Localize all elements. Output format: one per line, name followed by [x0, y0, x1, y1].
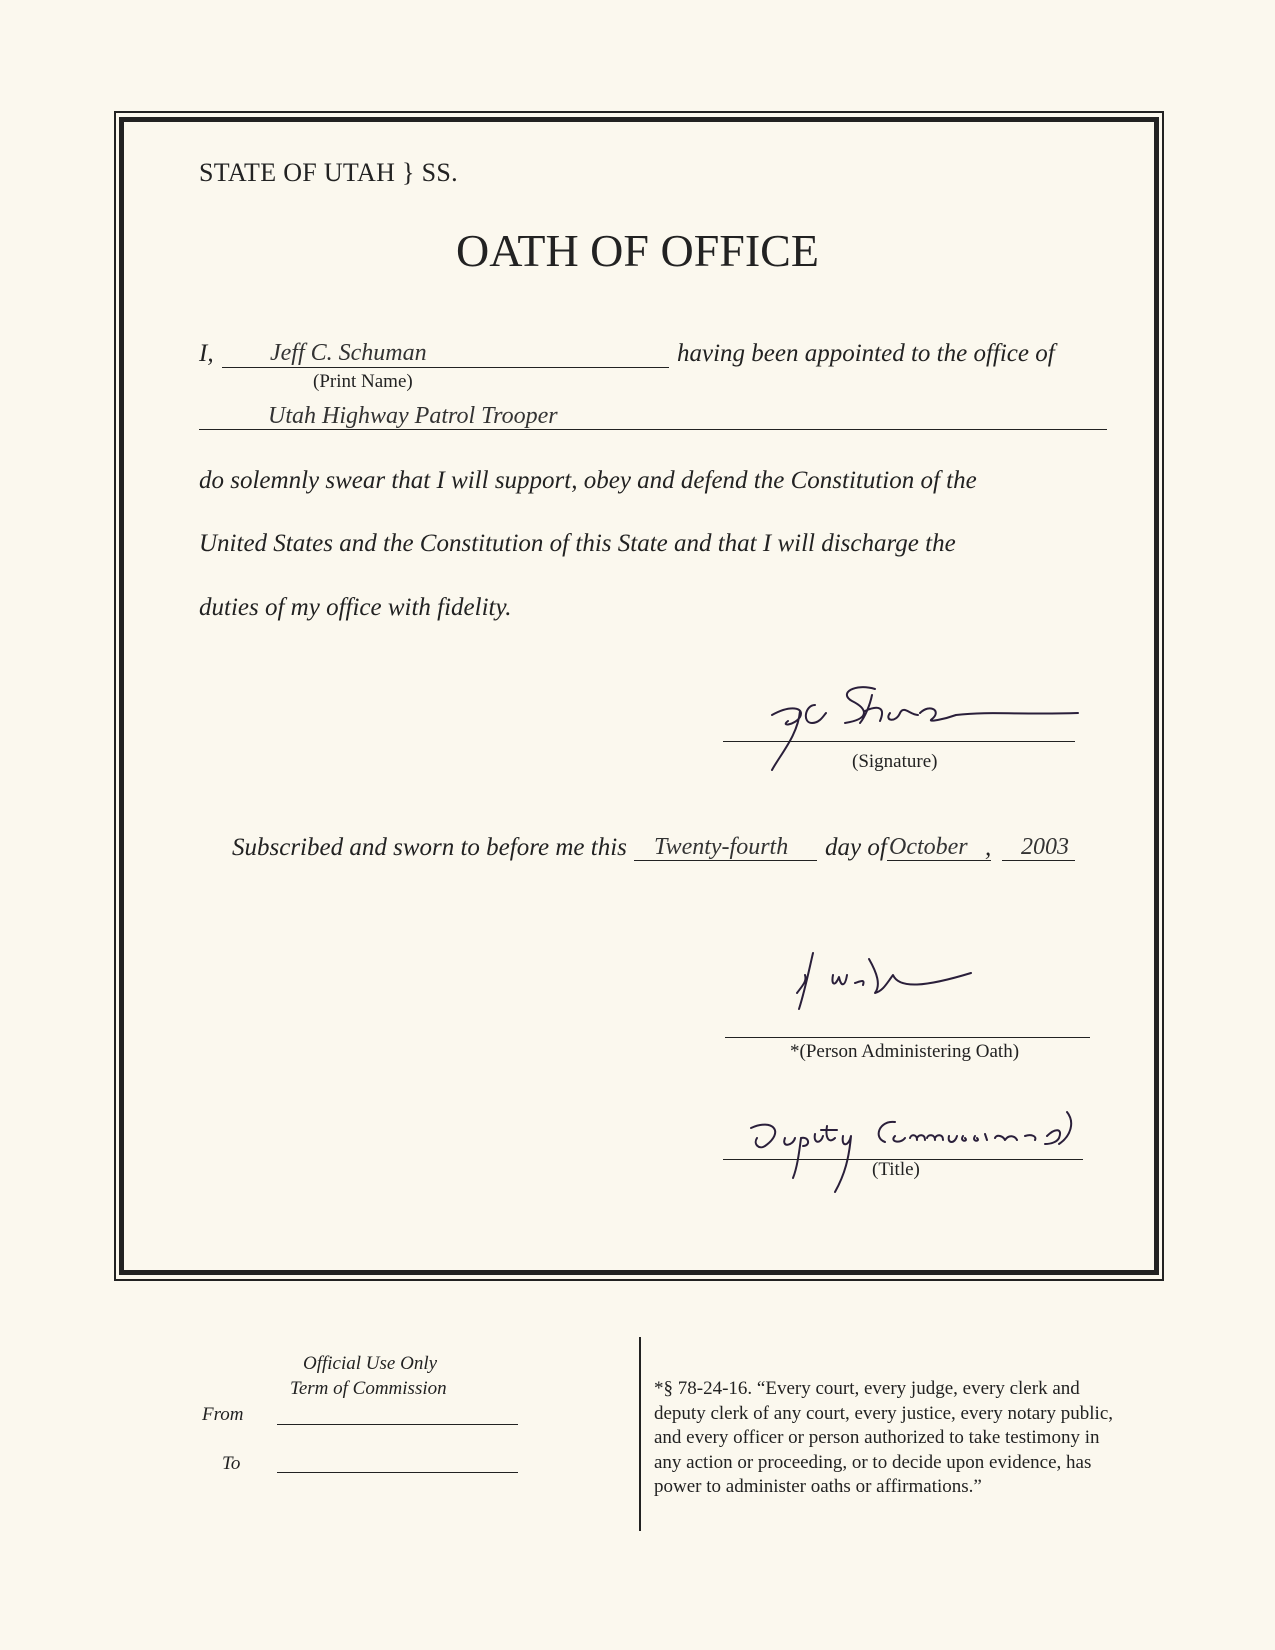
- date-comma: ,: [985, 834, 992, 861]
- name-caption: (Print Name): [313, 371, 413, 392]
- signature-underline: [723, 741, 1075, 742]
- name-underline: [222, 367, 669, 368]
- official-use-subheading: Term of Commission: [290, 1378, 447, 1399]
- state-line: STATE OF UTAH } SS.: [199, 158, 458, 187]
- from-field[interactable]: [277, 1424, 518, 1425]
- day-value[interactable]: Twenty-fourth: [654, 834, 789, 860]
- handwritten-title: [745, 1108, 1105, 1198]
- administrator-signature: [795, 945, 1025, 1015]
- month-value[interactable]: October: [889, 834, 968, 860]
- year-value[interactable]: 2003: [1021, 834, 1069, 860]
- appointment-prefix: I,: [199, 340, 214, 367]
- day-of-label: day of: [825, 834, 887, 861]
- title-caption: (Title): [872, 1159, 920, 1180]
- to-label: To: [222, 1453, 241, 1474]
- appointment-suffix: having been appointed to the office of: [677, 340, 1055, 367]
- document-title: OATH OF OFFICE: [456, 225, 819, 276]
- oath-line-3: duties of my office with fidelity.: [199, 594, 512, 621]
- signature-caption: (Signature): [852, 751, 938, 772]
- official-use-heading: Official Use Only: [303, 1353, 438, 1374]
- statute-footnote: *§ 78-24-16. “Every court, every judge, every clerk and deputy clerk of any court, every justice, every notary public, and every officer or person authorized to take testimony in any action or proceeding, or to decide upon evidence, has power to administer oaths or affirmations.”: [654, 1378, 1113, 1497]
- administrator-underline: [725, 1037, 1090, 1038]
- to-field[interactable]: [277, 1472, 518, 1473]
- subscribed-prefix: Subscribed and sworn to before me this: [232, 834, 627, 861]
- office-value[interactable]: Utah Highway Patrol Trooper: [268, 403, 558, 429]
- from-label: From: [202, 1404, 244, 1425]
- footer-divider: [639, 1337, 641, 1531]
- oath-line-1: do solemnly swear that I will support, obey and defend the Constitution of the: [199, 467, 977, 494]
- oath-line-2: United States and the Constitution of this State and that I will discharge the: [199, 530, 956, 557]
- administrator-caption: *(Person Administering Oath): [790, 1041, 1020, 1062]
- name-value[interactable]: Jeff C. Schuman: [270, 340, 427, 366]
